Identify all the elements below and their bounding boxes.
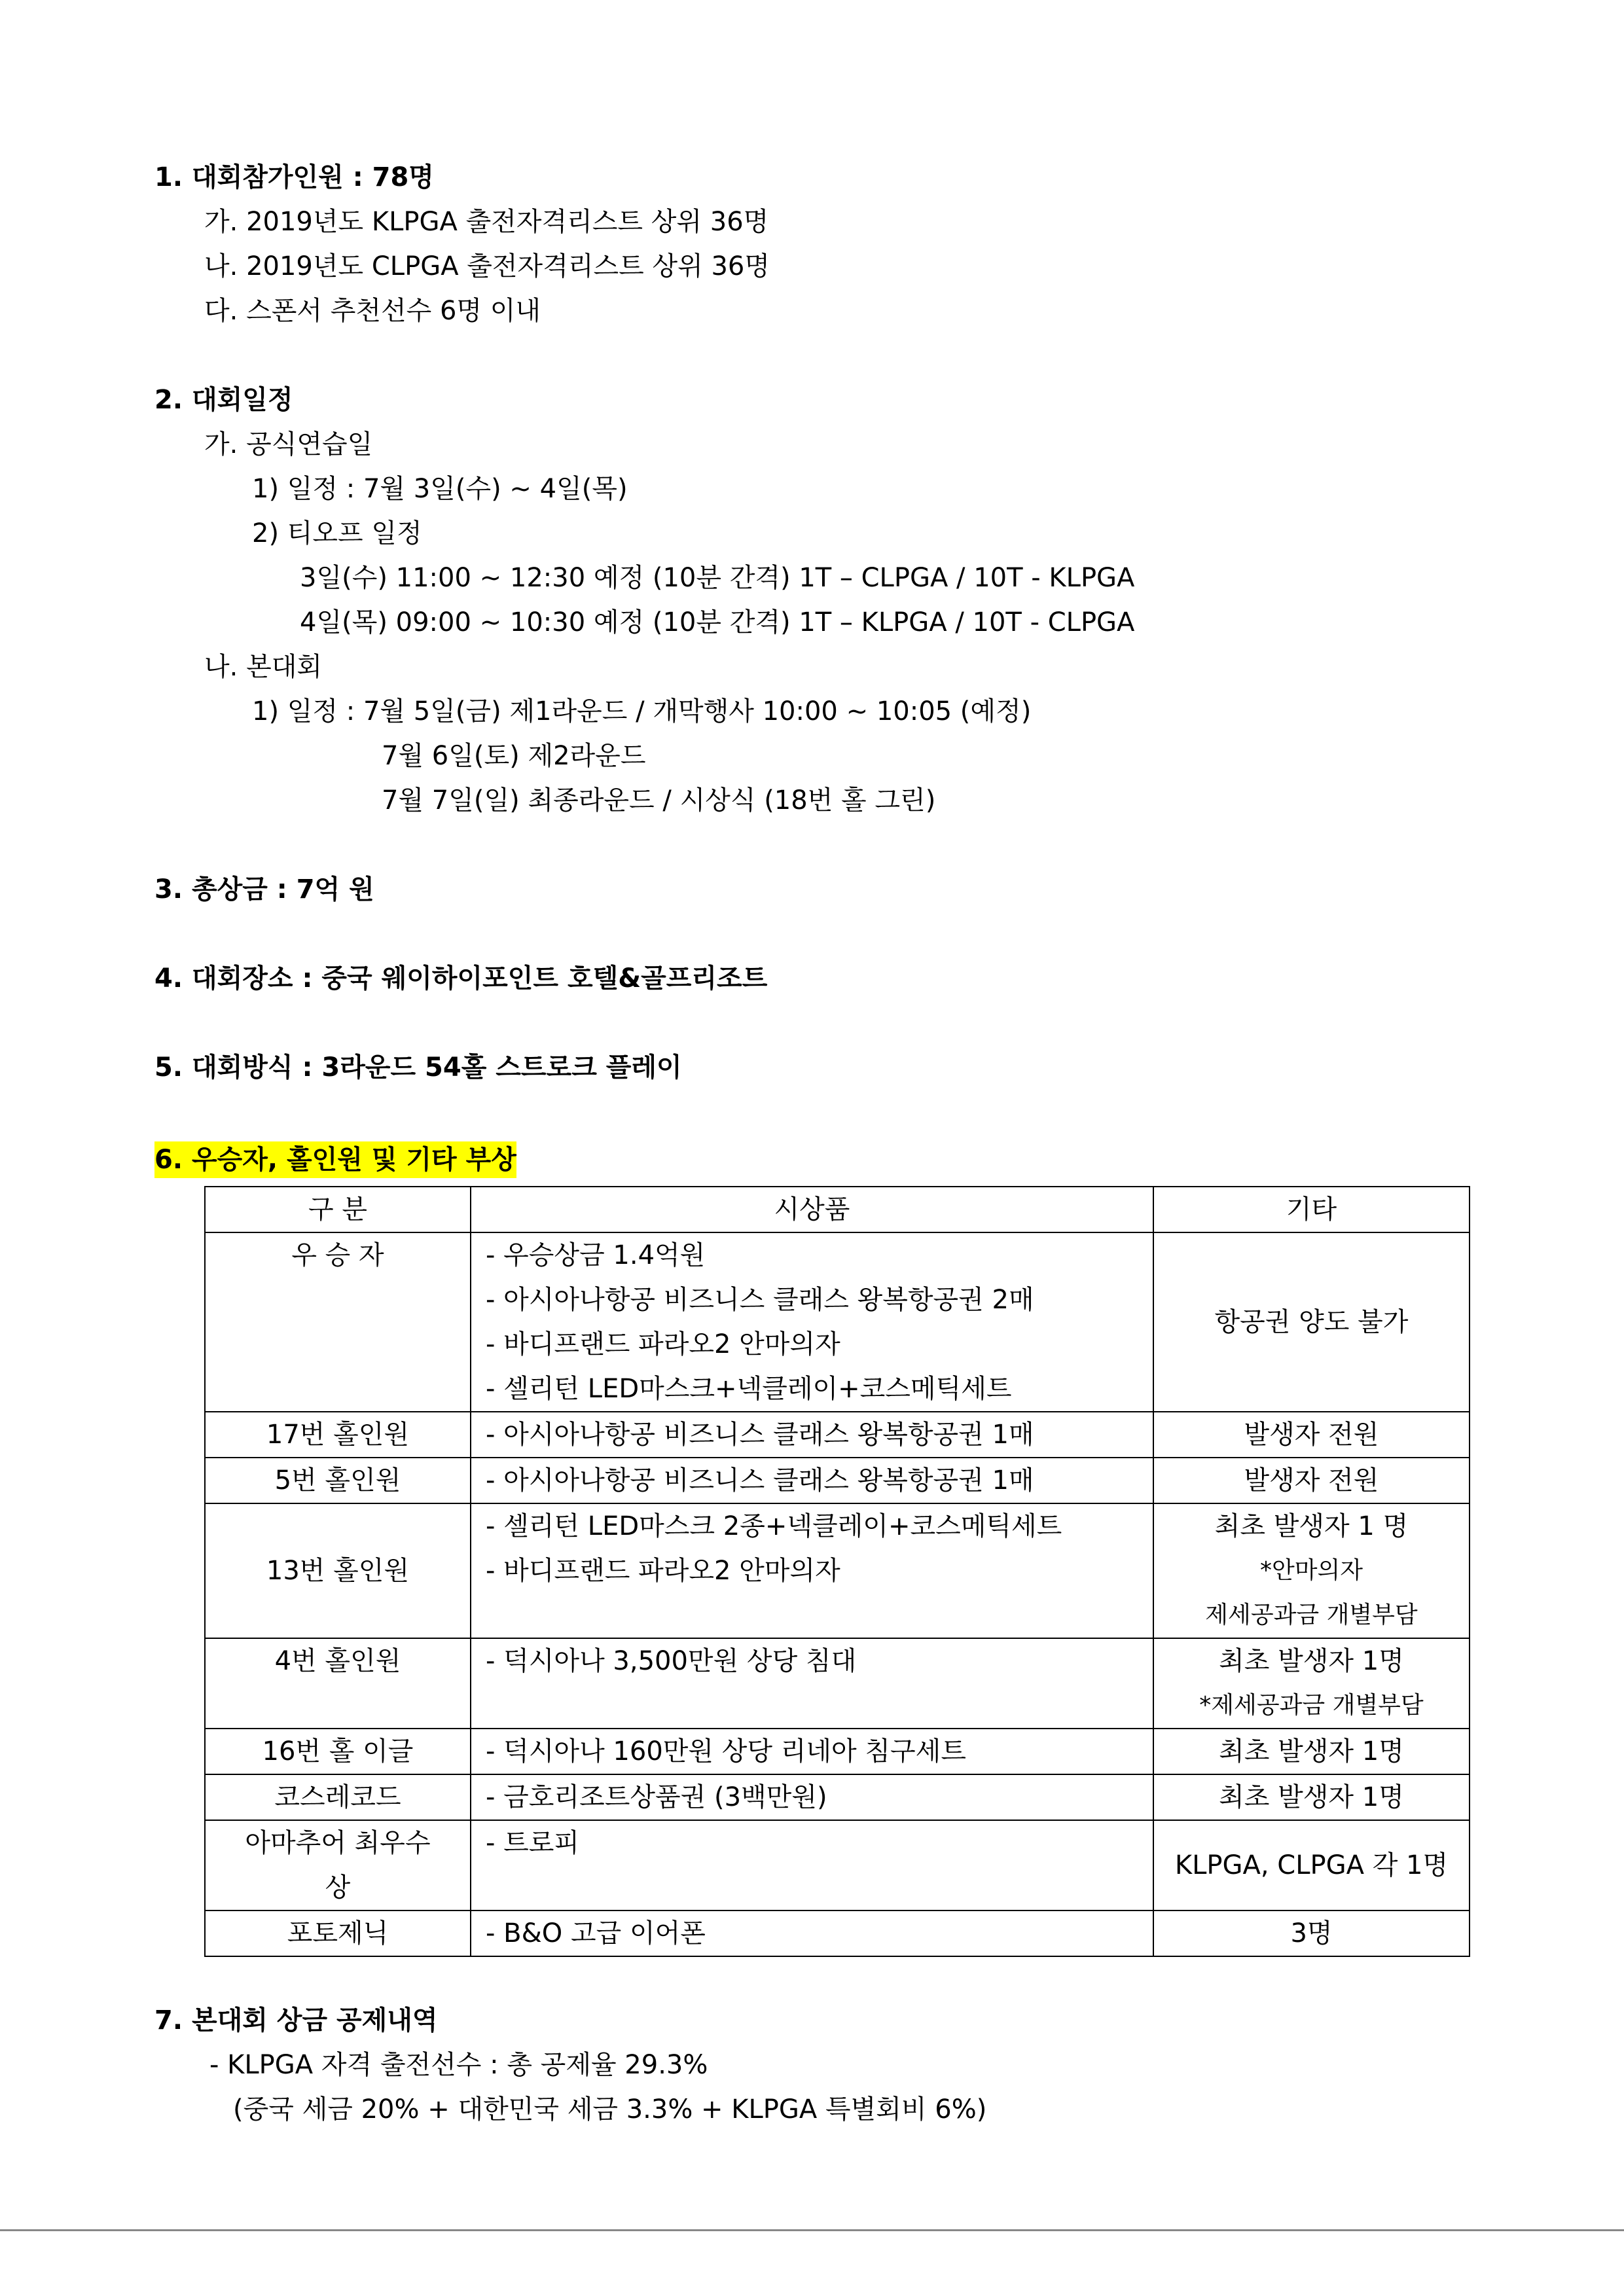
- main-event-title: 나. 본대회: [204, 652, 322, 682]
- section-1-item-2: 나. 2019년도 CLPGA 출전자격리스트 상위 36명: [204, 251, 770, 281]
- row-prizes: - 셀리턴 LED마스크 2종+넥클레이+코스메틱세트 - 바디프랜드 파라오2 안마의자: [471, 1503, 1153, 1638]
- row-category: 코스레코드: [205, 1774, 471, 1820]
- table-row: [205, 1820, 1470, 1910]
- prize-table: [204, 1186, 1470, 1957]
- row-note: 항공권 양도 불가: [1153, 1232, 1470, 1412]
- header-category: 구 분: [205, 1187, 471, 1232]
- row-category: 4번 홀인원: [205, 1638, 471, 1729]
- row-category: 16번 홀 이글: [205, 1729, 471, 1774]
- footer-rule: [0, 2229, 1624, 2231]
- main-event-line-2: 7월 6일(토) 제2라운드: [382, 741, 646, 771]
- row-note: 발생자 전원: [1153, 1458, 1470, 1503]
- section-5-heading: 5. 대회방식 : 3라운드 54홀 스트로크 플레이: [154, 1052, 682, 1083]
- table-row: [205, 1729, 1470, 1774]
- row-note: 최초 발생자 1명: [1153, 1729, 1470, 1774]
- table-header-row: [205, 1187, 1470, 1232]
- row-category: 17번 홀인원: [205, 1412, 471, 1458]
- row-prizes: - 덕시아나 3,500만원 상당 침대: [471, 1638, 1153, 1729]
- row-note: 최초 발생자 1명 *제세공과금 개별부담: [1153, 1638, 1470, 1729]
- table-row: [205, 1412, 1470, 1458]
- teeoff-title: 2) 티오프 일정: [252, 518, 422, 548]
- row-prizes: - 아시아나항공 비즈니스 클래스 왕복항공권 1매: [471, 1412, 1153, 1458]
- practice-date: 1) 일정 : 7월 3일(수) ~ 4일(목): [252, 474, 628, 504]
- row-prizes: - 아시아나항공 비즈니스 클래스 왕복항공권 1매: [471, 1458, 1153, 1503]
- main-event-line-1: 1) 일정 : 7월 5일(금) 제1라운드 / 개막행사 10:00 ~ 10:05 (예정): [252, 696, 1032, 726]
- row-note: 발생자 전원: [1153, 1412, 1470, 1458]
- main-event-line-3: 7월 7일(일) 최종라운드 / 시상식 (18번 홀 그린): [382, 785, 936, 816]
- section-6-heading: 6. 우승자, 홀인원 및 기타 부상: [154, 1141, 516, 1178]
- row-category: 포토제닉: [205, 1910, 471, 1956]
- section-2-heading: 2. 대회일정: [154, 385, 293, 415]
- table-row: [205, 1774, 1470, 1820]
- table-row: [205, 1638, 1470, 1729]
- section-4-heading: 4. 대회장소 : 중국 웨이하이포인트 호텔&골프리조트: [154, 963, 768, 994]
- row-category: 5번 홀인원: [205, 1458, 471, 1503]
- section-7-heading: 7. 본대회 상금 공제내역: [154, 2005, 438, 2036]
- table-row: [205, 1910, 1470, 1956]
- row-note: 3명: [1153, 1910, 1470, 1956]
- practice-title: 가. 공식연습일: [204, 429, 373, 459]
- section-1-item-3: 다. 스폰서 추천선수 6명 이내: [204, 296, 541, 326]
- table-row: [205, 1232, 1470, 1412]
- section-3-heading: 3. 총상금 : 7억 원: [154, 874, 374, 905]
- row-note: 최초 발생자 1 명 *안마의자 제세공과금 개별부담: [1153, 1503, 1470, 1638]
- row-category: 13번 홀인원: [205, 1503, 471, 1638]
- row-prizes: - 우승상금 1.4억원 - 아시아나항공 비즈니스 클래스 왕복항공권 2매 - 바디프랜드 파라오2 안마의자 - 셀리턴 LED마스크+넥클레이+코스메틱세트: [471, 1232, 1153, 1412]
- table-row: [205, 1458, 1470, 1503]
- teeoff-line-1: 3일(수) 11:00 ~ 12:30 예정 (10분 간격) 1T – CLPGA / 10T - KLPGA: [300, 563, 1135, 593]
- header-prizes: 시상품: [471, 1187, 1153, 1232]
- section-1-heading: 1. 대회참가인원 : 78명: [154, 162, 434, 192]
- row-prizes: - 덕시아나 160만원 상당 리네아 침구세트: [471, 1729, 1153, 1774]
- teeoff-line-2: 4일(목) 09:00 ~ 10:30 예정 (10분 간격) 1T – KLPGA / 10T - CLPGA: [300, 607, 1135, 637]
- deduction-line-2: (중국 세금 20% + 대한민국 세금 3.3% + KLPGA 특별회비 6%): [233, 2094, 987, 2125]
- row-note: 최초 발생자 1명: [1153, 1774, 1470, 1820]
- table-row: [205, 1503, 1470, 1638]
- row-category: 우 승 자: [205, 1232, 471, 1412]
- row-prizes: - 트로피: [471, 1820, 1153, 1910]
- section-1-item-1: 가. 2019년도 KLPGA 출전자격리스트 상위 36명: [204, 207, 769, 237]
- row-note: KLPGA, CLPGA 각 1명: [1153, 1820, 1470, 1910]
- row-prizes: - 금호리조트상품권 (3백만원): [471, 1774, 1153, 1820]
- header-note: 기타: [1153, 1187, 1470, 1232]
- row-prizes: - B&O 고급 이어폰: [471, 1910, 1153, 1956]
- deduction-line-1: - KLPGA 자격 출전선수 : 총 공제율 29.3%: [209, 2050, 708, 2080]
- row-category: 아마추어 최우수 상: [205, 1820, 471, 1910]
